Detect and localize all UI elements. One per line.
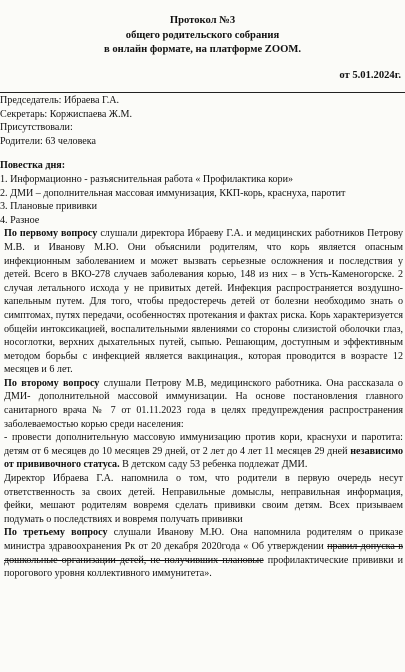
question-3-lead: По третьему вопросу bbox=[4, 527, 108, 539]
question-2-text: слушали Петрову М.В, медицинского работника. Она рассказала о ДМИ- дополнительной массовой иммунизации. На основе постановления главного санитарного врача № 7 от 01.11.2023 года в целях предупреждения распространения заболеваемостью корью среди населения: bbox=[4, 377, 403, 430]
document-date: от 5.01.2024г. bbox=[339, 70, 401, 81]
vaccination-status-note: независимо от прививочного статуса. bbox=[4, 445, 403, 471]
struck-text: правил допуска в дошкольные организации детей, не получивших плановые bbox=[4, 541, 403, 566]
chair-line: Председатель: Ибраева Г.А. bbox=[0, 95, 120, 106]
question-2-bullet: - провести дополнительную массовую иммунизацию против кори, краснухи и паротита: детям от 6 месяцев до 10 месяцев 29 дней, от 2 лет до 4 лет 11 месяцев 29 дней независимо от прививочного статуса. В детском саду 53 ребенка подлежат ДМИ. bbox=[4, 432, 403, 471]
agenda-item: 2. ДМИ – дополнительная массовая иммунизация, ККП-корь, краснуха, паротит bbox=[0, 187, 346, 199]
title-line-2: общего родительского собрания bbox=[125, 29, 280, 41]
secretary-line: Секретарь: Коржиспаева Ж.М. bbox=[0, 108, 133, 120]
question-1-text: слушали директора Ибраеву Г.А. и медицинских работников Петрову М.В. и Иванову М.Ю. Они объяснили родителям, что корь является опасным инфекционным заболеванием и может вызвать серьезные осложнения и последствия у детей. Всего в ВКО-278 случаев заболевания корью, 148 из них – в Усть-Каменогорске. 2 случая летального исхода у не привитых детей. Инфекция распространяется воздушно-капельным путем. Для того, чтобы предостеречь детей от болезни необходимо знать о симптомах, путях передачи, особенностях протекания и фактах риска. Корь характеризуется общейи интоксикацией, воспалительными явлениями со стороны слизистой оболочки глаз, носоглотки, верхних дыхательных путей, сыпью. Решающим, доступным и эффективным методом борьбы с инфекцией является вакцинация., которая проводится в возрасте 12 месяцев и 6 лет. bbox=[4, 228, 403, 376]
document-body bbox=[0, 92, 405, 581]
agenda-item: 3. Плановые прививки bbox=[0, 201, 97, 213]
document-title bbox=[0, 14, 405, 58]
question-2-lead: По второму вопросу bbox=[4, 377, 100, 389]
question-3-paragraph: По третьему вопросу слушали Иванову М.Ю. Она напомнила родителям о приказе министра здравоохранения Рк от 20 декабря 2020года « Об утверждении правил допуска в дошкольные организации детей, не получивших плановые профилактические прививки и порогового уровня коллективного иммунитета». bbox=[4, 527, 403, 580]
question-2-paragraph bbox=[4, 377, 403, 431]
agenda-item: 4. Разное bbox=[0, 214, 40, 226]
agenda-item: 1. Информационно - разъяснительная работа « Профилактика кори» bbox=[0, 173, 294, 185]
title-line-3: в онлайн формате, на платформе ZOOM. bbox=[103, 44, 302, 55]
agenda-heading: Повестка дня: bbox=[0, 160, 66, 172]
spacer bbox=[0, 148, 405, 159]
title-line-1: Протокол №3 bbox=[169, 15, 236, 26]
header-divider bbox=[0, 92, 405, 93]
director-paragraph: Директор Ибраева Г.А. напомнила о том, что родители в первую очередь несут ответственность за своих детей. Неправильные домыслы, неправильная информация, фейки, мешают родителям вовремя сделать прививки своим детям. Всех призываем подумать о последствиях и вовремя получать прививки bbox=[4, 473, 403, 525]
present-label: Присутствовали: bbox=[0, 122, 73, 134]
parents-line: Родители: 63 человека bbox=[0, 135, 96, 147]
question-1-lead: По первому вопросу bbox=[4, 228, 98, 240]
question-1-paragraph bbox=[4, 227, 403, 377]
